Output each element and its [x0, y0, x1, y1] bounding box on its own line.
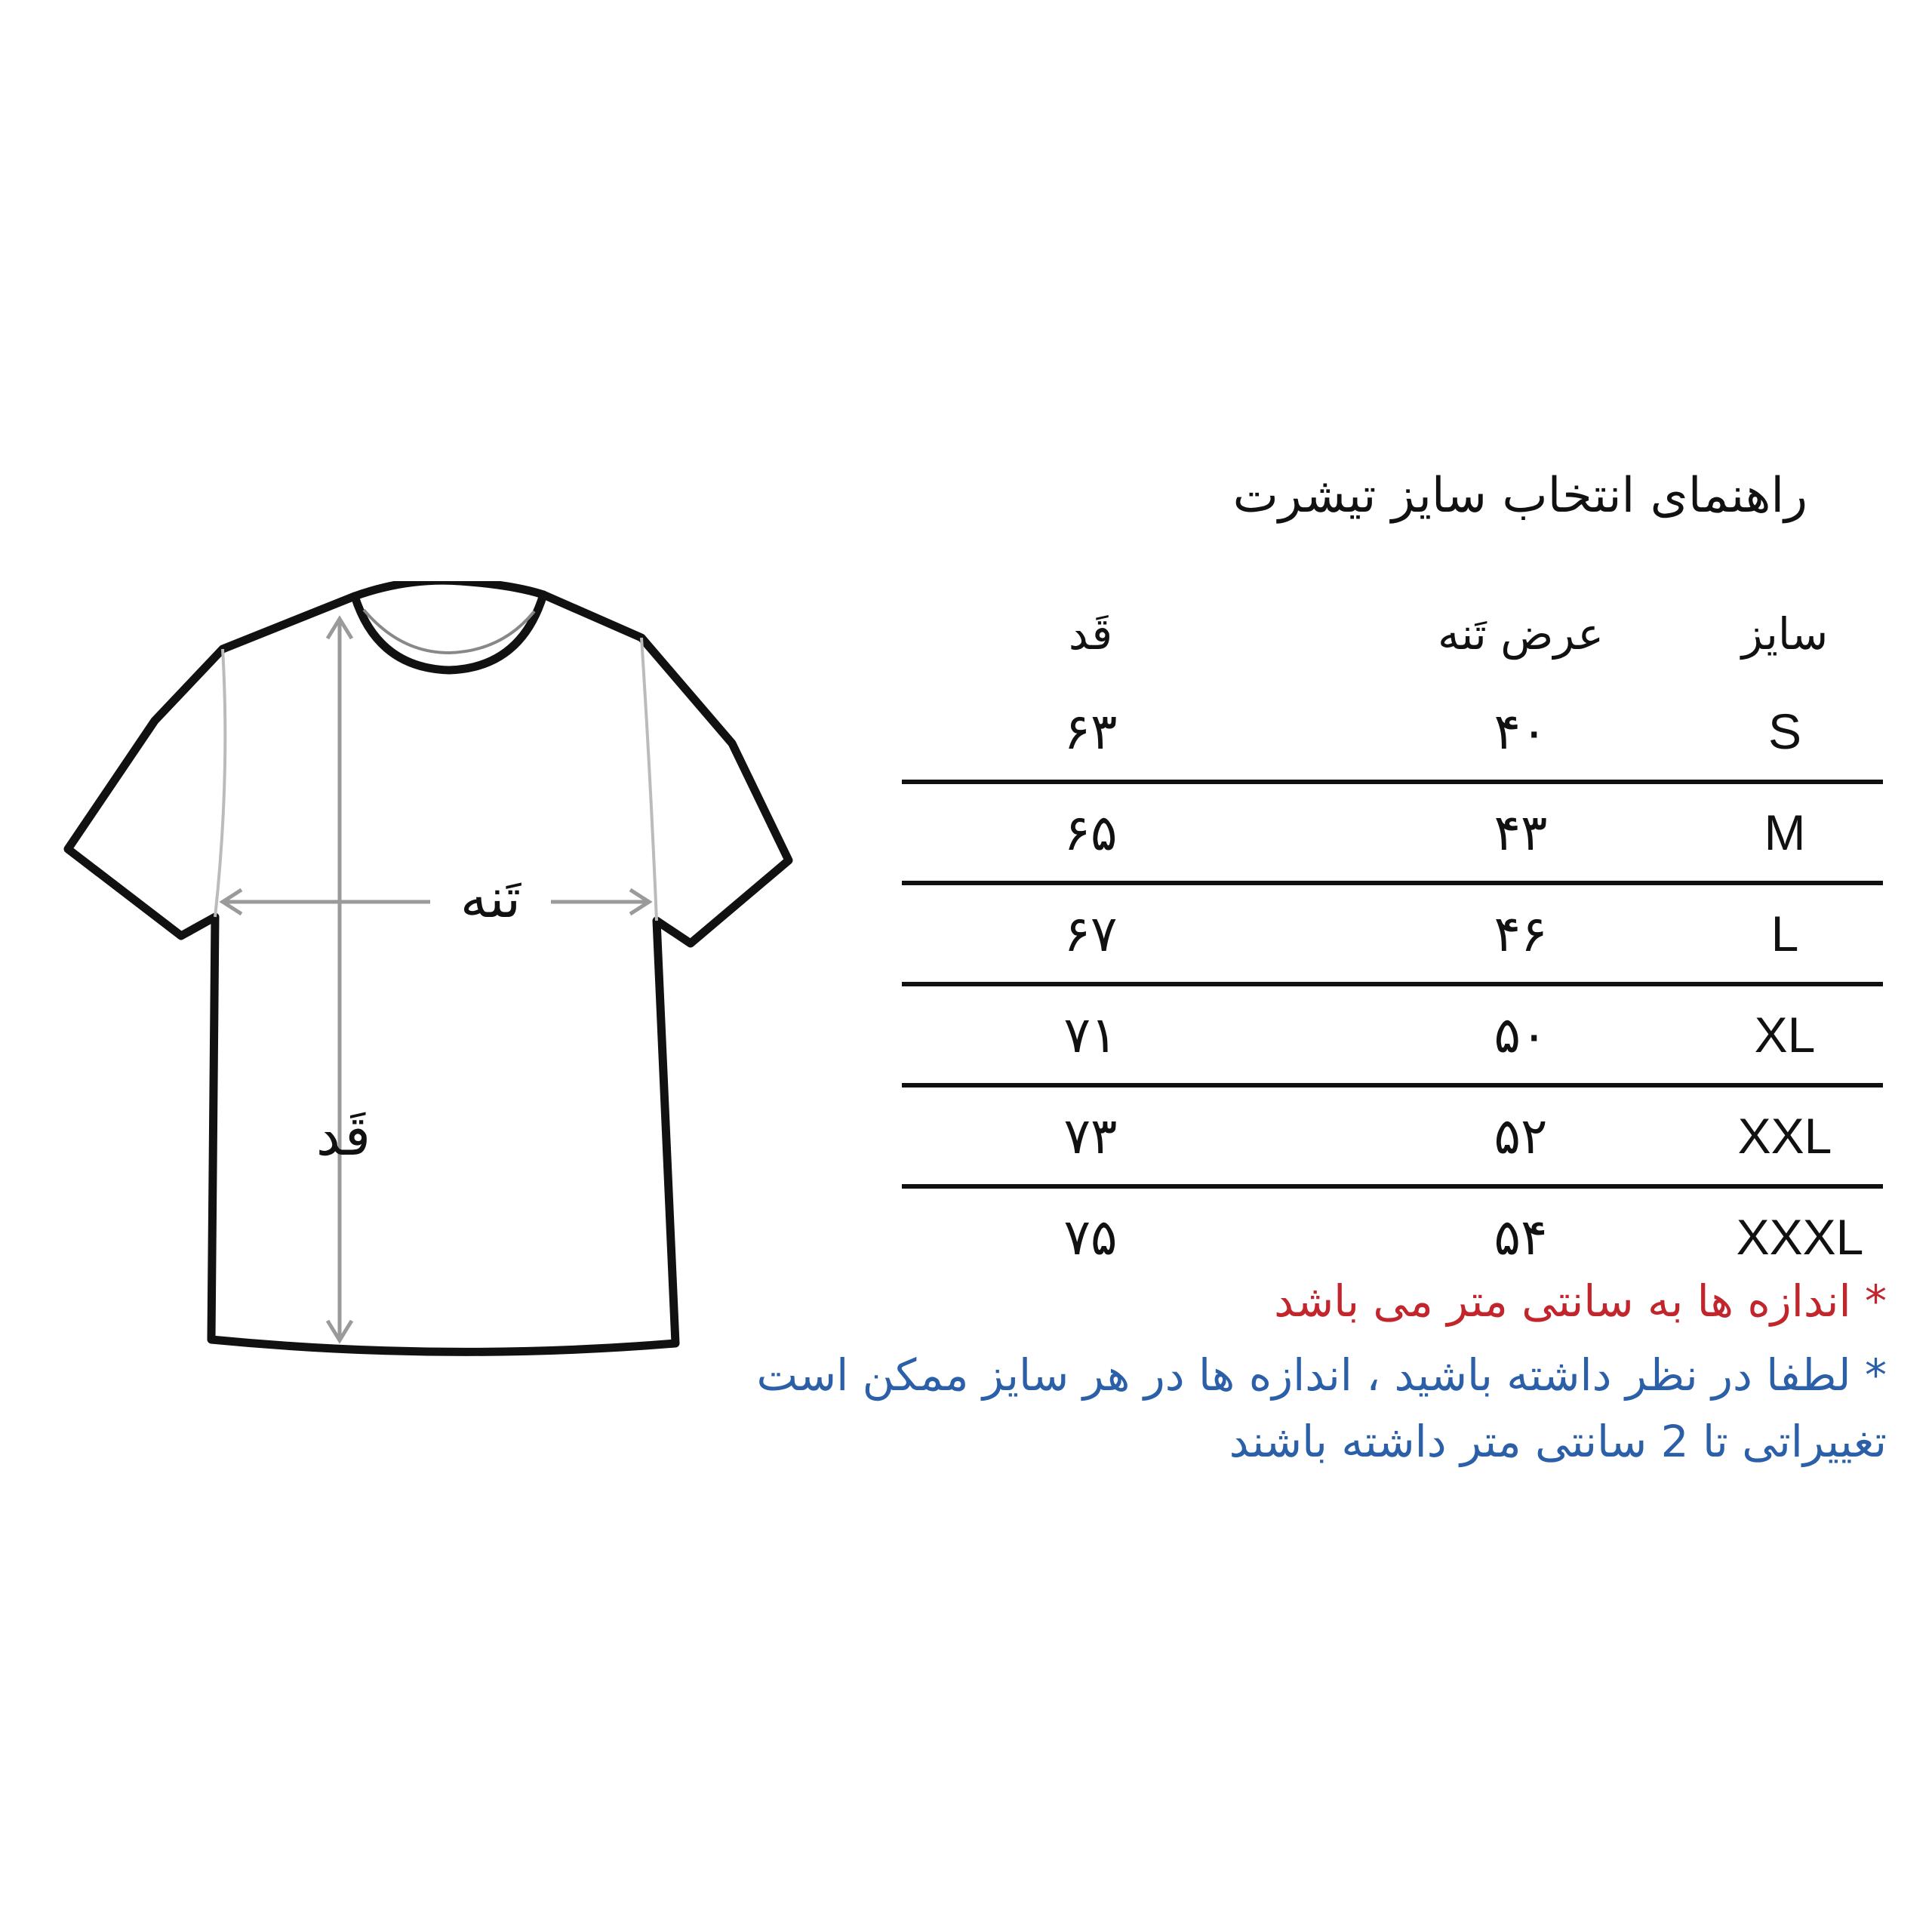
body-width-cell: ۴۰ — [1494, 702, 1548, 761]
size-cell: M — [1764, 804, 1806, 860]
tshirt-seam-right — [641, 638, 657, 921]
tshirt-outline — [68, 581, 789, 1352]
table-row — [902, 982, 1883, 1083]
page-title: راهنمای انتخاب سایز تیشرت — [1232, 468, 1807, 524]
body-width-cell: ۴۶ — [1494, 904, 1548, 963]
length-cell: ۶۵ — [1063, 803, 1118, 862]
table-row — [902, 1083, 1883, 1184]
size-cell: L — [1770, 906, 1799, 961]
body-width-cell: ۵۲ — [1494, 1106, 1548, 1165]
length-label: قَد — [315, 1104, 371, 1168]
body-width-cell: ۵۴ — [1494, 1208, 1548, 1266]
length-cell: ۷۱ — [1063, 1005, 1118, 1064]
body-width-cell: ۴۳ — [1494, 803, 1548, 862]
table-row — [902, 780, 1883, 881]
length-cell: ۶۷ — [1063, 904, 1118, 963]
size-cell: S — [1767, 703, 1802, 759]
table-row — [902, 881, 1883, 982]
tshirt-diagram — [53, 581, 830, 1366]
size-cell: XXL — [1737, 1108, 1832, 1164]
length-cell: ۶۳ — [1063, 702, 1118, 761]
notes — [679, 1275, 1887, 1475]
table-row — [902, 683, 1883, 780]
size-cell: XXXL — [1736, 1209, 1864, 1265]
width-label: تَنه — [460, 866, 521, 930]
table-row — [902, 1184, 1883, 1285]
header-size: سایز — [1741, 608, 1829, 660]
header-body-width: عرض تَنه — [1438, 608, 1604, 660]
unit-note: * اندازه ها به سانتی متر می باشد — [1274, 1275, 1887, 1327]
tolerance-note: * لطفا در نظر داشته باشید ، اندازه ها در هر سایز ممکن است تغییراتی تا 2 سانتی متر داشته باشند — [756, 1349, 1887, 1467]
tshirt-seam-left — [215, 649, 225, 917]
tshirt-collar — [355, 595, 543, 670]
body-width-cell: ۵۰ — [1494, 1005, 1548, 1064]
header-length: قَد — [1068, 608, 1113, 660]
length-cell: ۷۳ — [1063, 1106, 1118, 1165]
table-header — [902, 585, 1883, 683]
size-cell: XL — [1754, 1007, 1816, 1063]
length-cell: ۷۵ — [1063, 1208, 1118, 1266]
size-table — [902, 585, 1883, 1285]
